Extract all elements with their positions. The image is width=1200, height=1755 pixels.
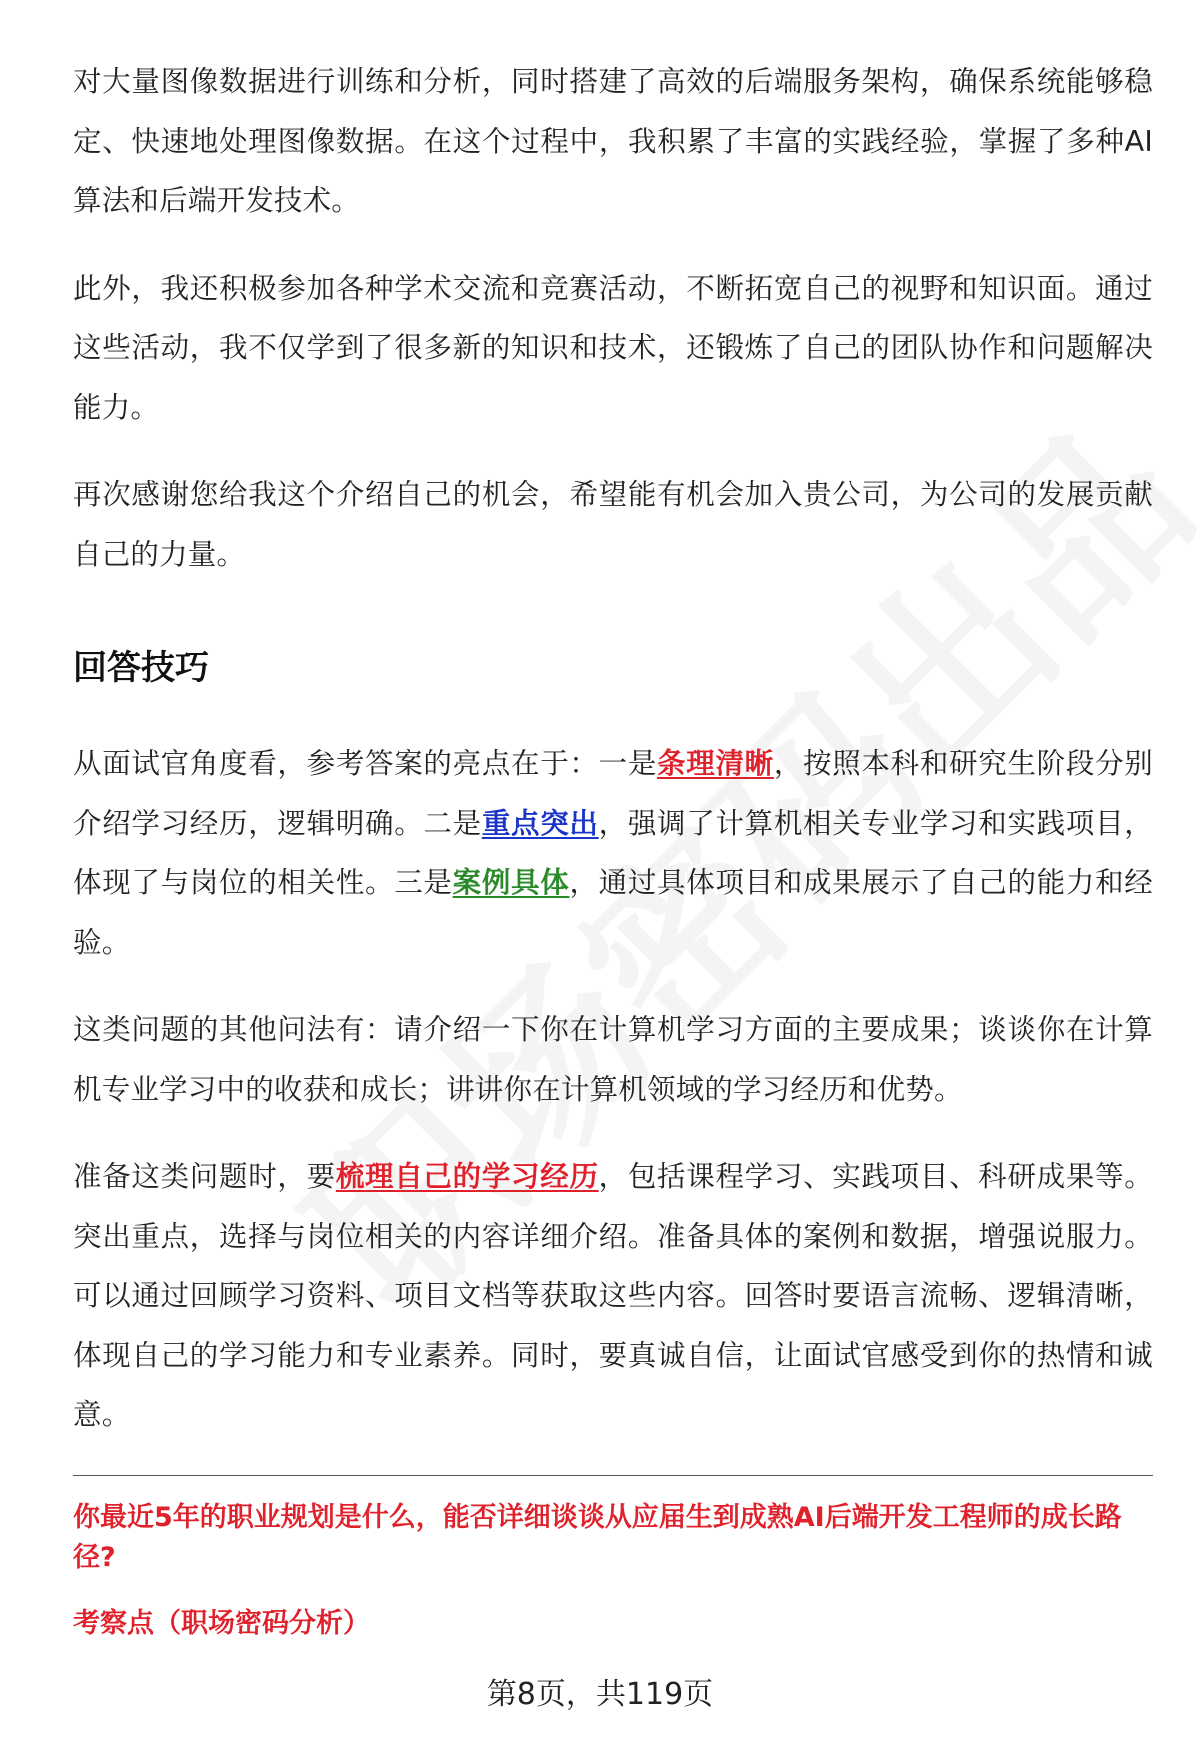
paragraph-activities: 此外，我还积极参加各种学术交流和竞赛活动，不断拓宽自己的视野和知识面。通过这些活动，我不仅学到了很多新的知识和技术，还锻炼了自己的团队协作和问题解决能力。 xyxy=(73,271,1153,424)
paragraph-preparation xyxy=(73,1147,1153,1445)
next-subhead: 考察点（职场密码分析） xyxy=(73,1607,370,1639)
next-question: 你最近5年的职业规划是什么，能否详细谈谈从应届生到成熟AI后端开发工程师的成长路径? xyxy=(73,1501,1122,1573)
text-segment: 从面试官角度看，参考答案的亮点在于：一是 xyxy=(73,747,658,780)
document-page xyxy=(73,52,1153,1644)
highlight-review-history: 梳理自己的学习经历 xyxy=(335,1160,599,1193)
section-divider xyxy=(73,1475,1153,1476)
highlight-clear-structure: 条理清晰 xyxy=(657,747,774,780)
text-segment: ，通过具体项目和成果展示了自己的能力和经验。 xyxy=(73,866,1153,959)
paragraph-training: 对大量图像数据进行训练和分析，同时搭建了高效的后端服务架构，确保系统能够稳定、快速地处理图像数据。在这个过程中，我积累了丰富的实践经验，掌握了多种AI算法和后端开发技术。 xyxy=(73,65,1153,217)
text-segment: ，按照本科和研究生阶段分别介绍学习经历，逻辑明确。二是 xyxy=(73,747,1153,840)
section-title: 回答技巧 xyxy=(73,648,209,688)
text-segment: ，强调了计算机相关专业学习和实践项目，体现了与岗位的相关性。三是 xyxy=(73,806,1153,899)
paragraph-thanks: 再次感谢您给我这个介绍自己的机会，希望能有机会加入贵公司，为公司的发展贡献自己的力量。 xyxy=(73,478,1153,571)
highlight-key-focus: 重点突出 xyxy=(481,806,599,840)
paragraph-highlights xyxy=(73,734,1153,972)
text-segment: 准备这类问题时，要 xyxy=(73,1160,336,1193)
page-footer: 第8页，共119页 xyxy=(486,1677,714,1712)
highlight-concrete-cases: 案例具体 xyxy=(452,866,570,899)
paragraph-alternatives: 这类问题的其他问法有：请介绍一下你在计算机学习方面的主要成果；谈谈你在计算机专业学习中的收获和成长；讲讲你在计算机领域的学习经历和优势。 xyxy=(73,1013,1153,1106)
text-segment: ，包括课程学习、实践项目、科研成果等。突出重点，选择与岗位相关的内容详细介绍。准备具体的案例和数据，增强说服力。可以通过回顾学习资料、项目文档等获取这些内容。回答时要语言流畅、逻辑清晰，体现自己的学习能力和专业素养。同时，要真诚自信，让面试官感受到你的热情和诚意。 xyxy=(73,1160,1153,1431)
